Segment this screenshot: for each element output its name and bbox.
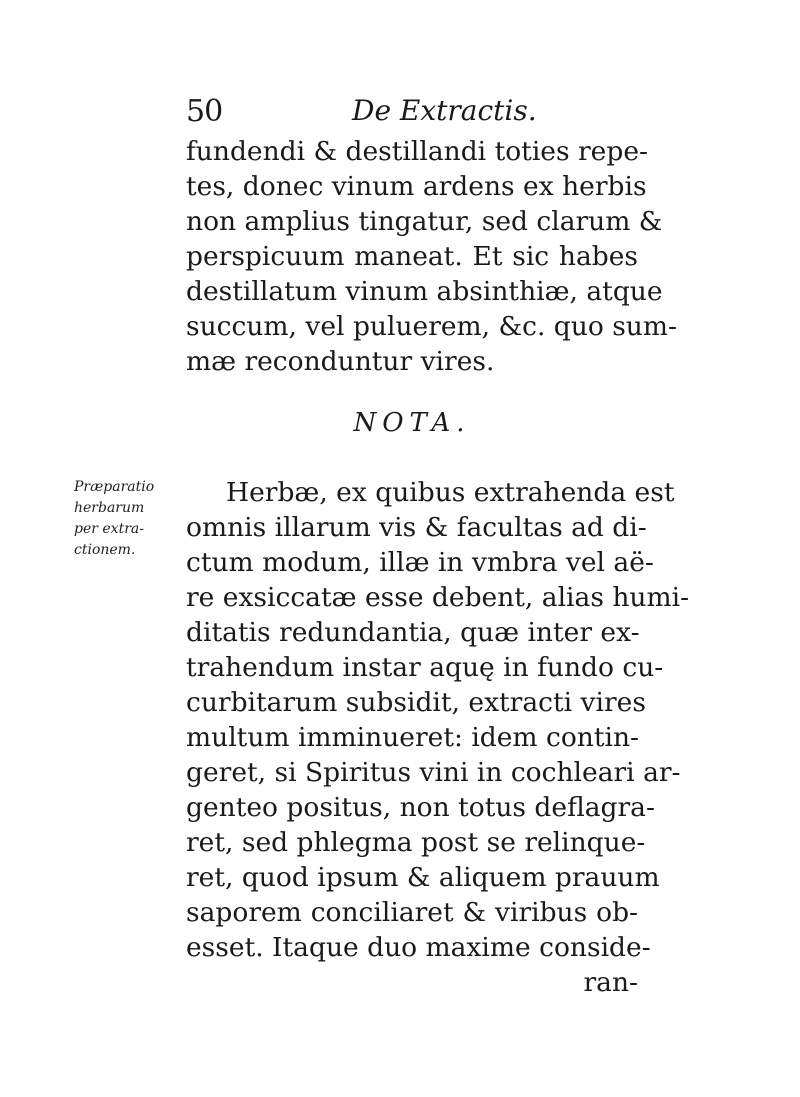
text-line: re exsiccatæ esse debent, alias humi- bbox=[186, 582, 690, 613]
text-line: trahendum instar aquę in fundo cu- bbox=[186, 652, 664, 683]
text-line: genteo positus, non totus deflagra- bbox=[186, 792, 655, 823]
text-line: ret, sed phlegma post se relinque- bbox=[186, 827, 646, 858]
text-line: esset. Itaque duo maxime conside- bbox=[186, 932, 651, 963]
text-line: ctum modum, illæ in vmbra vel aë- bbox=[186, 547, 654, 578]
text-line: ret, quod ipsum & aliquem prauum bbox=[186, 862, 660, 893]
text-line: tes, donec vinum ardens ex herbis bbox=[186, 171, 647, 202]
marginal-note-line: Præparatio bbox=[74, 479, 155, 495]
marginal-note-line: herbarum bbox=[74, 500, 145, 516]
text-line: succum, vel puluerem, &c. quo sum- bbox=[186, 311, 677, 342]
text-line: fundendi & destillandi toties repe- bbox=[186, 136, 648, 167]
text-line: curbitarum subsidit, extracti vires bbox=[186, 687, 646, 718]
page-header bbox=[186, 92, 646, 132]
marginal-note bbox=[74, 477, 184, 561]
text-line: Herbæ, ex quibus extrahenda est bbox=[226, 477, 675, 508]
text-line: multum imminueret: idem contin- bbox=[186, 722, 639, 753]
paragraph-1 bbox=[186, 134, 677, 379]
text-line: destillatum vinum absinthiæ, atque bbox=[186, 276, 663, 307]
text-line: ditatis redundantia, quæ inter ex- bbox=[186, 617, 640, 648]
text-line: mæ reconduntur vires. bbox=[186, 346, 495, 377]
text-line: omnis illarum vis & facultas ad di- bbox=[186, 512, 647, 543]
section-heading: NOTA. bbox=[353, 408, 471, 438]
marginal-note-line: ctionem. bbox=[74, 542, 136, 558]
running-head: De Extractis. bbox=[352, 94, 537, 127]
page-number: 50 bbox=[186, 94, 223, 129]
text-line: saporem conciliaret & viribus ob- bbox=[186, 897, 638, 928]
marginal-note-line: per extra- bbox=[74, 521, 144, 537]
catchword: ran- bbox=[583, 967, 638, 998]
text-line: non amplius tingatur, sed clarum & bbox=[186, 206, 663, 237]
paragraph-2 bbox=[186, 475, 690, 1000]
text-line: geret, si Spiritus vini in cochleari ar- bbox=[186, 757, 681, 788]
text-line: perspicuum maneat. Et sic habes bbox=[186, 241, 638, 272]
